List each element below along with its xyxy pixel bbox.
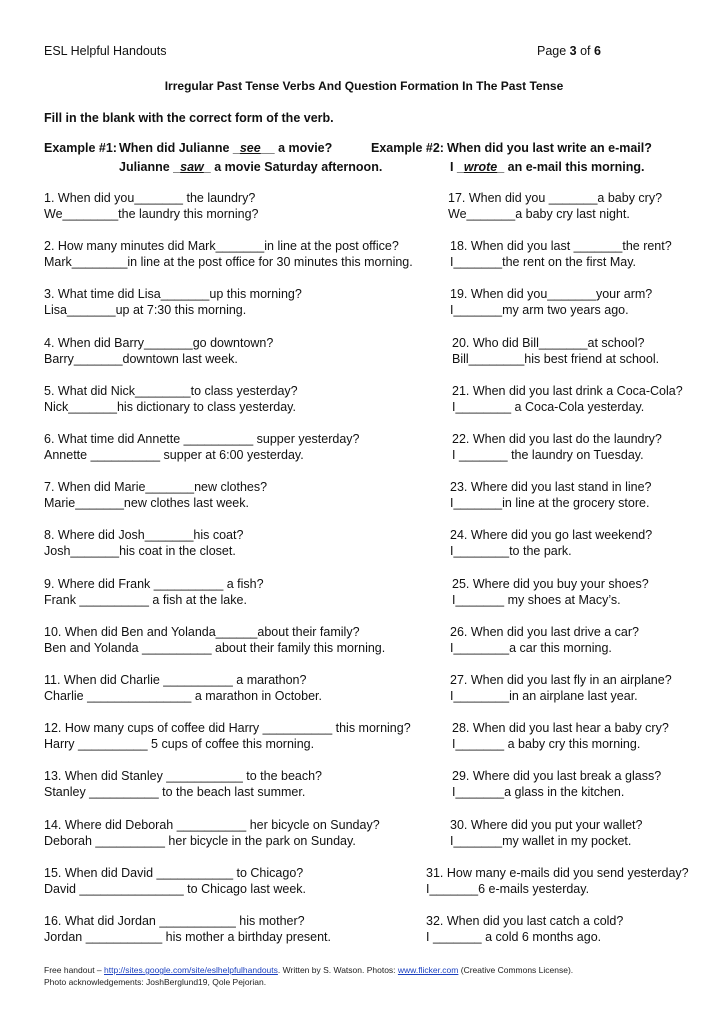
example-2-answer: [450, 160, 645, 174]
question-left-2: 2. How many minutes did Mark_______in line at the post office?: [44, 239, 399, 254]
answer-right-3: I_______my arm two years ago.: [450, 303, 629, 318]
answer-left-14: Deborah __________ her bicycle in the park on Sunday.: [44, 833, 356, 848]
answer-right-6: I _______ the laundry on Tuesday.: [452, 448, 644, 462]
answer-left-1: We________the laundry this morning?: [44, 207, 259, 221]
footer-suffix: (Creative Commons License).: [458, 965, 574, 975]
question-left-4: 4. When did Barry_______go downtown?: [44, 335, 274, 350]
question-right-2: 18. When did you last _______the rent?: [450, 239, 672, 254]
instruction: Fill in the blank with the correct form of the verb.: [44, 111, 334, 125]
answer-left-4: Barry_______downtown last week.: [44, 351, 238, 366]
example-1-question: [119, 141, 332, 155]
question-right-9: 25. Where did you buy your shoes?: [452, 576, 649, 591]
answer-right-7: I_______in line at the grocery store.: [450, 496, 650, 511]
example-2-answer-end: _ an e-mail this morning.: [497, 160, 645, 174]
question-left-16: 16. What did Jordan ___________ his mother?: [44, 914, 305, 928]
answer-left-8: Josh_______his coat in the closet.: [44, 544, 236, 559]
answer-left-7: Marie_______new clothes last week.: [44, 496, 249, 511]
worksheet-title: Irregular Past Tense Verbs And Question Formation In The Past Tense: [164, 79, 564, 93]
page-total: 6: [594, 44, 601, 58]
question-right-3: 19. When did you_______your arm?: [450, 287, 653, 302]
question-left-7: 7. When did Marie_______new clothes?: [44, 480, 268, 495]
example-1-answer-end: _ a movie Saturday afternoon.: [203, 160, 383, 174]
answer-right-2: I_______the rent on the first May.: [450, 255, 636, 270]
question-left-9: 9. Where did Frank __________ a fish?: [44, 576, 264, 591]
answer-left-9: Frank __________ a fish at the lake.: [44, 592, 247, 607]
question-left-15: 15. When did David ___________ to Chicago?: [44, 865, 304, 880]
example-1-answer-start: Julianne _: [119, 160, 181, 174]
example-1-question-start: When did Julianne _: [119, 141, 240, 155]
example-1-answer: [119, 160, 382, 174]
question-right-12: 28. When did you last hear a baby cry?: [452, 721, 669, 736]
answer-left-2: Mark________in line at the post office for 30 minutes this morning.: [44, 255, 413, 270]
handout-series-name: ESL Helpful Handouts: [44, 44, 167, 58]
question-right-15: 31. How many e-mails did you send yesterday?: [426, 865, 689, 880]
question-left-12: 12. How many cups of coffee did Harry __________ this morning?: [44, 721, 411, 736]
question-left-8: 8. Where did Josh_______his coat?: [44, 528, 244, 543]
example-1-answer-word: saw: [180, 160, 204, 174]
footer-credits: [44, 965, 573, 975]
question-right-13: 29. Where did you last break a glass?: [452, 769, 662, 784]
question-right-8: 24. Where did you go last weekend?: [450, 528, 653, 543]
question-left-6: 6. What time did Annette __________ supper yesterday?: [44, 432, 360, 446]
answer-left-15: David _______________ to Chicago last week.: [44, 881, 306, 896]
page-number: [537, 44, 601, 58]
question-right-7: 23. Where did you last stand in line?: [450, 480, 652, 495]
question-left-10: 10. When did Ben and Yolanda______about their family?: [44, 624, 360, 639]
footer-source-link[interactable]: http://sites.google.com/site/eslhelpfulhandouts: [104, 965, 278, 975]
answer-left-13: Stanley __________ to the beach last summer.: [44, 785, 306, 800]
question-right-16: 32. When did you last catch a cold?: [426, 914, 624, 928]
answer-left-3: Lisa_______up at 7:30 this morning.: [44, 303, 247, 318]
footer-photo-link[interactable]: www.flicker.com: [397, 965, 459, 975]
question-left-3: 3. What time did Lisa_______up this morning?: [44, 287, 302, 302]
answer-right-14: I_______my wallet in my pocket.: [450, 833, 632, 848]
answer-right-11: I________in an airplane last year.: [450, 689, 638, 703]
footer-photo-acknowledgements: Photo acknowledgements: JoshBerglund19, Qole Pejorian.: [44, 977, 267, 987]
answer-left-10: Ben and Yolanda __________ about their family this morning.: [44, 640, 386, 655]
question-right-5: 21. When did you last drink a Coca-Cola?: [452, 383, 683, 398]
answer-right-9: I_______ my shoes at Macy’s.: [452, 592, 621, 607]
answer-right-15: I_______6 e-mails yesterday.: [426, 881, 590, 896]
question-right-10: 26. When did you last drive a car?: [450, 624, 639, 639]
answer-left-16: Jordan ___________ his mother a birthday present.: [44, 930, 331, 944]
answer-right-4: Bill________his best friend at school.: [452, 351, 660, 366]
answer-right-10: I________a car this morning.: [450, 640, 612, 655]
question-right-14: 30. Where did you put your wallet?: [450, 817, 643, 832]
answer-left-12: Harry __________ 5 cups of coffee this morning.: [44, 737, 315, 752]
example-1-question-end: __ a movie?: [260, 141, 333, 155]
question-right-4: 20. Who did Bill_______at school?: [452, 335, 645, 350]
example-1-label: Example #1:: [44, 141, 117, 155]
example-2-answer-word: wrote: [463, 160, 498, 174]
question-left-13: 13. When did Stanley ___________ to the beach?: [44, 769, 322, 784]
answer-right-16: I _______ a cold 6 months ago.: [426, 930, 602, 944]
page-of: of: [576, 44, 594, 58]
page-prefix: Page: [537, 44, 570, 58]
answer-right-1: We_______a baby cry last night.: [448, 207, 630, 221]
question-left-11: 11. When did Charlie __________ a marathon?: [44, 673, 307, 687]
footer-prefix: Free handout –: [44, 965, 105, 975]
answer-right-5: I________ a Coca-Cola yesterday.: [452, 399, 645, 414]
answer-left-11: Charlie _______________ a marathon in October.: [44, 689, 322, 703]
question-left-1: 1. When did you_______ the laundry?: [44, 191, 256, 205]
question-right-1: 17. When did you _______a baby cry?: [448, 191, 663, 205]
example-2-question: When did you last write an e-mail?: [447, 141, 652, 155]
example-2-answer-start: I _: [450, 160, 464, 174]
page-current: 3: [569, 44, 577, 58]
question-left-14: 14. Where did Deborah __________ her bicycle on Sunday?: [44, 817, 380, 832]
answer-left-6: Annette __________ supper at 6:00 yesterday.: [44, 448, 304, 462]
question-left-5: 5. What did Nick________to class yesterday?: [44, 383, 298, 398]
answer-right-12: I_______ a baby cry this morning.: [452, 737, 641, 752]
question-right-11: 27. When did you last fly in an airplane?: [450, 673, 672, 687]
example-1-question-answer: see: [239, 141, 261, 155]
answer-left-5: Nick_______his dictionary to class yesterday.: [44, 399, 296, 414]
answer-right-8: I________to the park.: [450, 544, 572, 559]
footer-middle: . Written by S. Watson. Photos:: [277, 965, 398, 975]
question-right-6: 22. When did you last do the laundry?: [452, 432, 662, 446]
example-2-label: Example #2:: [371, 141, 444, 155]
answer-right-13: I_______a glass in the kitchen.: [452, 785, 625, 800]
